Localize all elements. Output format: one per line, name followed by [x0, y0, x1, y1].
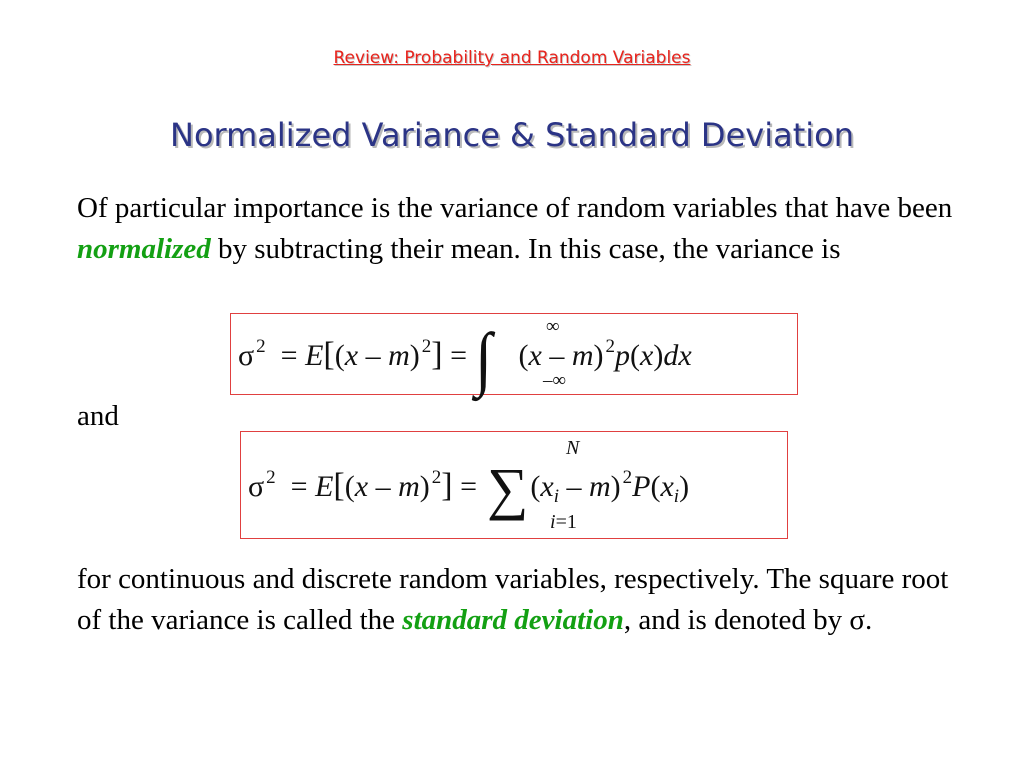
integral-upper-limit: ∞ [546, 316, 560, 337]
equation-content: σ $^2$ = E[(x – m) $^2$] = ∑ N i=1 $(x_i - m)$ $^2P(x_i)$ [248, 437, 690, 533]
integral-lower-limit: –∞ [543, 370, 567, 391]
conclusion-text-end: , and is denoted by σ. [623, 604, 873, 636]
sum-lower-limit: i=1 [550, 511, 577, 533]
slide-title: Normalized Variance & Standard Deviation [170, 116, 854, 154]
discrete-variance-equation [240, 431, 788, 539]
normalized-emphasis: normalized [77, 233, 211, 265]
conclusion-paragraph [77, 559, 977, 641]
intro-text-end: by subtracting their mean. In this case, the variance is [210, 233, 841, 265]
continuous-variance-equation [230, 313, 798, 399]
summation-sign: ∑ [487, 456, 529, 521]
sum-upper-limit: N [566, 437, 580, 459]
conclusion-text-start: for continuous and discrete random variables, respectively. The square root of the variance is called the [77, 563, 949, 636]
equation-content: σ $^2$ = E[(x – m) $^2$] = ∫ ∞ –∞ (x – m) $^2$p(x)dx [238, 316, 692, 399]
intro-text-start: Of particular importance is the variance of random variables that have been [77, 192, 953, 224]
and-label: and [77, 400, 119, 432]
slide-header: Review: Probability and Random Variables [333, 48, 691, 68]
intro-paragraph [77, 188, 977, 270]
integral-sign: ∫ [475, 319, 492, 399]
standard-deviation-emphasis: standard deviation [402, 604, 624, 636]
